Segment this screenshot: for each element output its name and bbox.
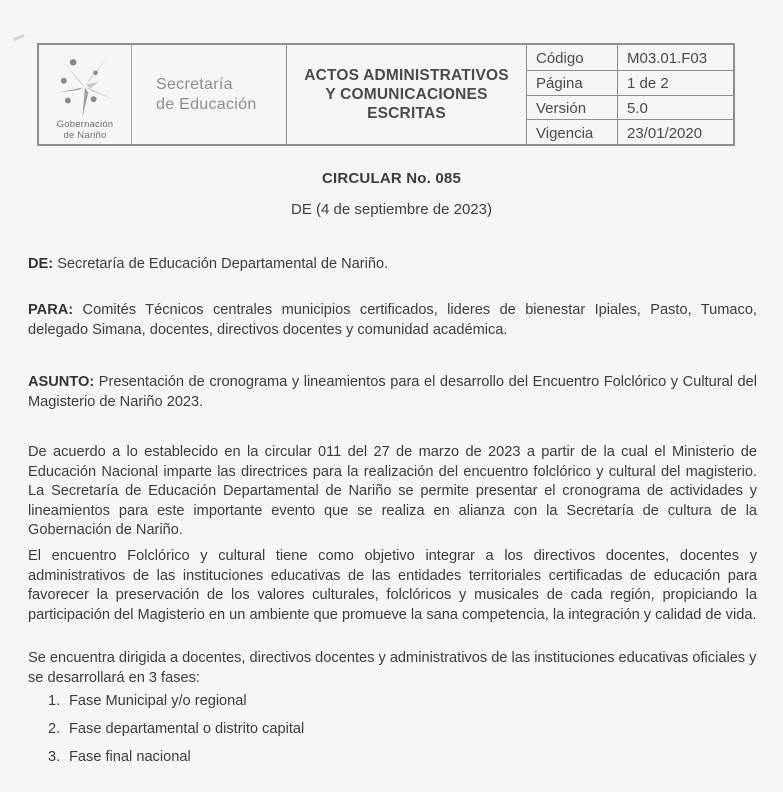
- entity-line-1: Secretaría: [156, 75, 233, 93]
- subject-paragraph: [28, 373, 757, 412]
- meta-label-version: Versión: [527, 95, 617, 120]
- list-item-number: 2.: [48, 721, 61, 738]
- meta-value-vigencia: 23/01/2020: [617, 119, 733, 144]
- subject-label: ASUNTO:: [28, 374, 95, 390]
- list-item: [48, 748, 757, 768]
- circular-date-line: DE (4 de septiembre de 2023): [291, 201, 492, 218]
- entity-line-2: de Educación: [156, 95, 257, 113]
- list-item-number: 3.: [48, 749, 61, 766]
- list-item-number: 1.: [48, 693, 61, 709]
- list-item-text: Fase departamental o distrito capital: [69, 721, 305, 738]
- document-header-table: [37, 43, 735, 146]
- star-figures-logo-icon: [52, 53, 118, 119]
- from-label: DE:: [28, 256, 54, 272]
- logo-caption: Gobernación de Nariño: [56, 119, 114, 141]
- entity-name-cell: [131, 45, 286, 144]
- to-text: Comités Técnicos centrales municipios certificados, lideres de bienestar Ipiales, Pasto, Tumaco, delegado Simana, docentes, directivos docentes y comunidad académica.: [28, 302, 757, 338]
- circular-number-title: CIRCULAR No. 085: [321, 170, 462, 187]
- list-item-text: Fase final nacional: [69, 749, 191, 766]
- to-paragraph: [28, 301, 757, 340]
- meta-value-codigo: M03.01.F03: [617, 45, 733, 70]
- meta-value-version: 5.0: [617, 95, 733, 120]
- list-item: [48, 692, 757, 712]
- body-paragraph-3: Se encuentra dirigida a docentes, directivos docentes y administrativos de las instituciones educativas oficiales y se desarrollará en 3 fases:: [28, 650, 757, 686]
- list-item: [48, 720, 757, 740]
- meta-value-pagina: 1 de 2: [617, 70, 733, 95]
- gobernacion-narino-logo: [39, 45, 131, 144]
- body-paragraph-2: El encuentro Folclórico y cultural tiene como objetivo integrar a los directivos docentes, docentes y administrativos de las instituciones educativas de las entidades territoriales certificadas de educación para favorecer la preservación de los valores culturales, folclóricos y musicales de cada región, propiciando la participación del Magisterio en un ambiente que promueve la sana competencia, la integración y calidad de vida.: [28, 548, 757, 623]
- document-meta-table: [526, 45, 733, 144]
- scan-smudge: [13, 34, 25, 41]
- phases-list: [48, 692, 757, 776]
- to-label: PARA:: [28, 302, 74, 318]
- meta-label-vigencia: Vigencia: [527, 119, 617, 144]
- from-text: Secretaría de Educación Departamental de Nariño.: [53, 256, 389, 272]
- meta-label-pagina: Página: [527, 70, 617, 95]
- subject-text: Presentación de cronograma y lineamientos para el desarrollo del Encuentro Folclórico y Cultural del Magisterio de Nariño 2023.: [28, 374, 757, 410]
- meta-label-codigo: Código: [536, 49, 584, 67]
- from-line: [28, 255, 757, 275]
- document-type-title: ACTOS ADMINISTRATIVOS Y COMUNICACIONES ESCRITAS: [286, 45, 526, 144]
- list-item-text: Fase Municipal y/o regional: [69, 693, 247, 709]
- body-paragraph-1: De acuerdo a lo establecido en la circular 011 del 27 de marzo de 2023 a partir de la cual el Ministerio de Educación Nacional imparte las directrices para la realización del encuentro folclórico y cultural del magisterio. La Secretaría de Educación Departamental de Nariño se permite presentar el cronograma de actividades y lineamientos para este importante evento que se realiza en alianza con la Secretaría de cultura de la Gobernación de Nariño.: [28, 444, 757, 539]
